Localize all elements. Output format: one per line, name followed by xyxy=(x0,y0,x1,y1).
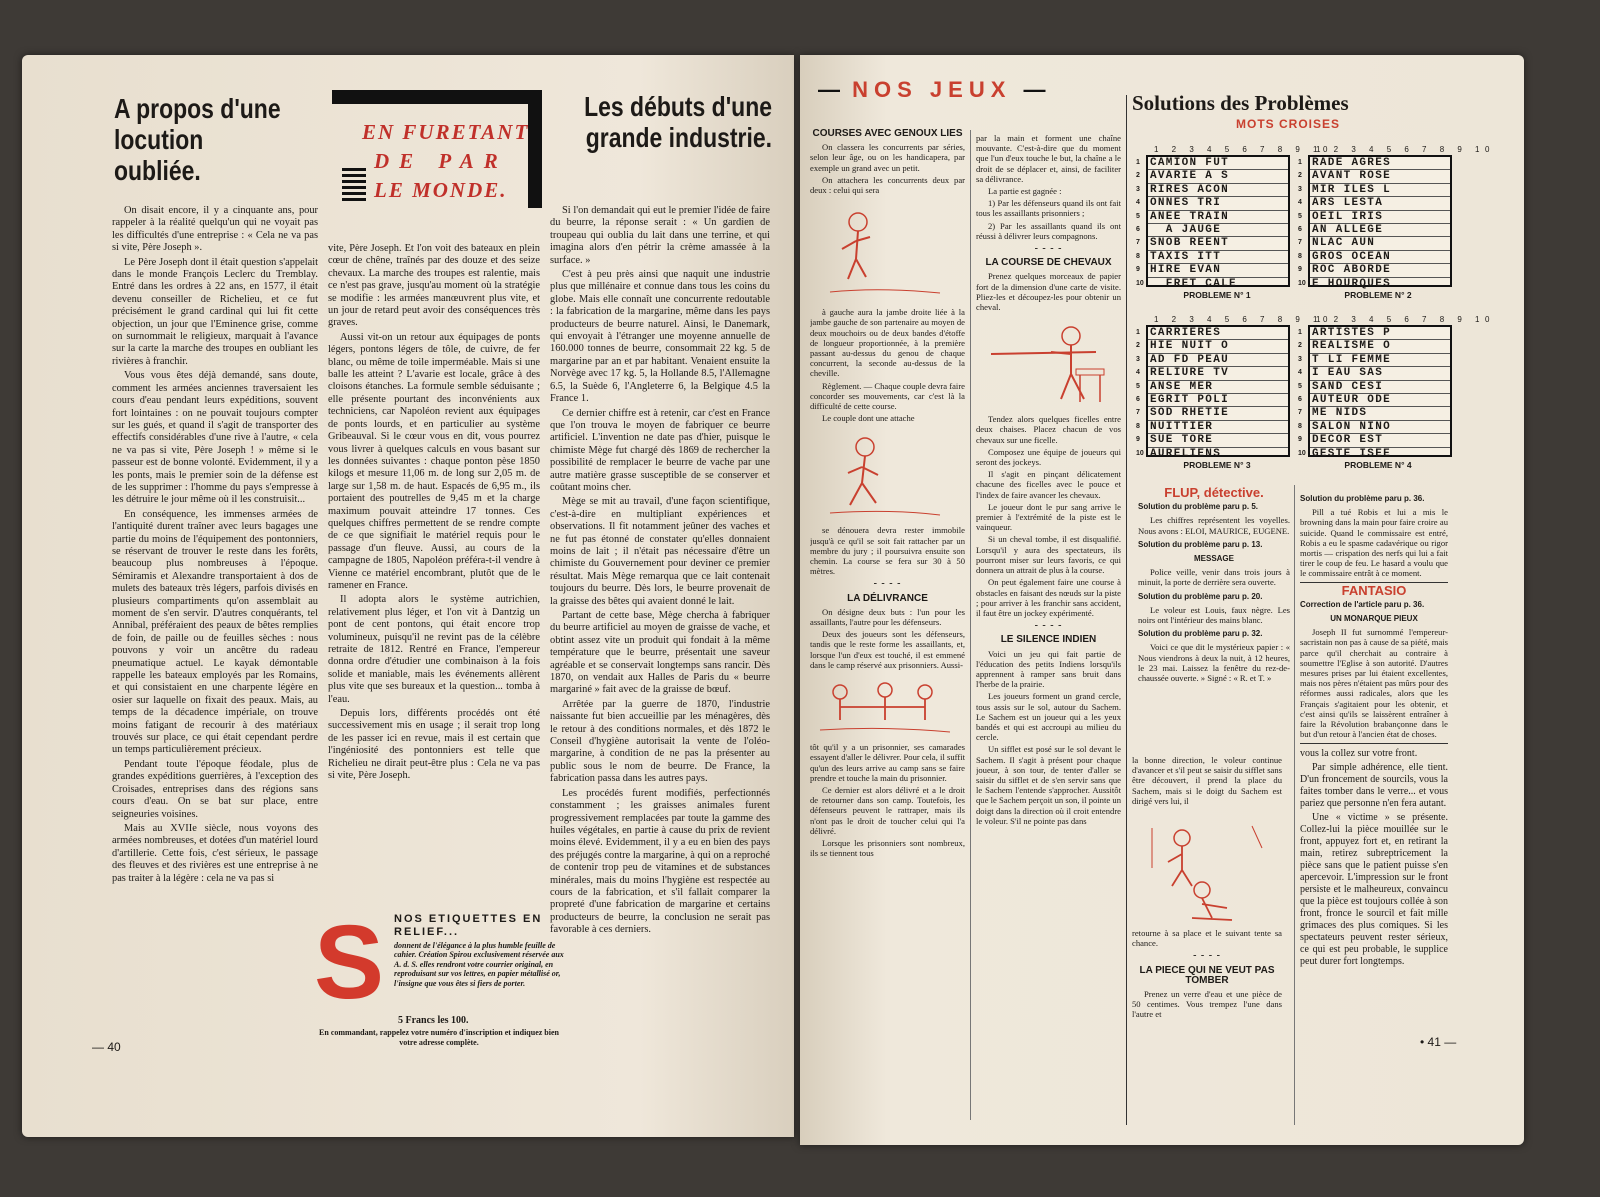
article-industrie-col: Si l'on demandait qui eut le premier l'idée de faire du beurre, la réponse serait : « Un gardien de troupeau qui oublia du lait dans une terrine, et qui imagina alors d'en pétrir la crème amassée à la surface. » C'est à peu près ainsi que naquit une industrie plus que millénaire et connue dans tous les coins du globe. Mais elle connaît une concurrente redoutable : la fabrication de la margarine, même dans les pays producteurs de beurre naturel. Ainsi, le Danemark, qui envoyait à l'étranger une moyenne annuelle de 160.000 tonnes de beurre, consommait 22 kg. 5 de margarine par an et par habitant. Venaient ensuite la Norvège avec 17 kg. 5, la Hollande 8.5, l'Allemagne 6.5, la Suède 6, l'Angleterre 6, la Belgique 4.5 la France 1. Ce dernier chiffre est à retenir, car c'est en France que l'on trouva le moyen de fabriquer ce beurre artificiel. L'invention ne date pas d'hier, puisque le chimiste Mège fut chargé dès 1869 de rechercher la possibilité de remplacer le beurre de vache par une autre matière grasse susceptible de se conserver et coûtant moins cher. Mège se mit au travail, d'une façon scientifique, c'est-à-dire en multipliant expériences et observations. Il fit notamment jeûner des vaches et ne fut pas étonné de constater qu'elles donnaient moins de lait ; il n'était pas nécessaire d'être un chimiste du Gouvernement pour deviner ce premier résultat. Mais Mège remarqua que ce lait contenait toujours du beurre. Dès lors, le beurre provenait de la graisse des bêtes qui avaient donné le lait. Partant de cette base, Mège chercha à fabriquer du beurre artificiel au moyen de graisse de vache, et obtint assez vite un produit qui fondait à la même température que le beurre, présentait une saveur agréable et se conservait longtemps sans rancir. Dès 1870, on vendait aux Halles de Paris du « beurre margariné » fait avec de la graisse de bœuf. Arrêtée par la guerre de 1870, l'industrie naissante fut bien accueillie par les ménagères, dès le retour à des conditions normales, et dès 1872 le Conseil d'hygiène autorisait la vente de l'oléo-margarine, à condition de ne pas la présenter au public sous le nom de beurre. De France, la fabrication passa dans les autres pays. Les procédés furent modifiés, perfectionnés constamment ; les graisses animales furent progressivement remplacées par toute la gamme des huiles végétales, en partie à cause du prix de revient moins élevé. Evidemment, il y a eu en bien des pays des préjugés contre la margarine, à qui on a reproché de contenir trop peu de vitamines et de substances minérales, mais du moins l'hygiène est respectée au cours de la fabrication, et s'il fallait comparer la propreté d'une fabrication de margarine et certains producteurs de beurre, la conclusion ne serait pas favorable à ces derniers. xyxy=(550,205,770,936)
headline-industrie: Les débuts d'une grande industrie. xyxy=(584,91,772,153)
solutions-heading: Solutions des Problèmes xyxy=(1132,91,1349,115)
flup-solutions: FLUP, détective. Solution du problème paru p. 5. Les chiffres représentent les voyelles. Nous avons : ELOI, MAURICE, EUGENE. Solution du problème paru p. 13. MESSAGE Police veille, venir dans trois jours à minuit, la porte de derrière sera ouverte. Solution du problème paru p. 20. Le voleur est Louis, faux nègre. Les noirs ont l'intérieur des mains blanc. Solution du problème paru p. 32. Voici ce que dit le mystérieux papier : « Nous viendrons à deux la nuit, à 12 heures, le 23 mai. Laissez la fenêtre du rez-de-chaussée ouverte. » Signé : « R. et T. » xyxy=(1138,485,1290,684)
section-silence: LE SILENCE INDIEN xyxy=(1000,634,1097,646)
ad-footer: En commandant, rappelez votre numéro d'inscription et indiquez bien votre adresse complète. xyxy=(319,1028,559,1047)
ad-title: NOS ETIQUETTES EN RELIEF... xyxy=(394,913,543,938)
article-locution-col1: On disait encore, il y a cinquante ans, pour rappeler à la réalité quelqu'un qui ne voyait pas les difficultés d'une entreprise : « Cela ne va pas si vite, Père Joseph ». Le Père Joseph dont il était question s'appelait dans le monde François Leclerc du Tremblay. Entré dans les ordres à 22 ans, en 1577, il était devenu conseiller de Richelieu, et ce fut précisément le grand cardinal qui lui fit cette objection, un jour que l'Eminence grise, comme on surnommait le religieux, marquait à l'avance sur la carte la marche des troupes en oubliant les rivières à franchir. Vous vous êtes déjà demandé, sans doute, comment les armées anciennes traversaient les cours d'eau pendant leurs expéditions, souvent fort lointaines : on ne pouvait toujours compter sur les gués, et quand il s'agit de transporter des effectifs considérables d'une rive à l'autre, « cela ne va pas si vite, Père Joseph ! » même si le passeur est de bonne volonté. Evidemment, il y a les ponts, mais le premier soin de la défense est de les supprimer : l'homme du pays s'empresse à les détruire le jour même où il les construisit... En conséquence, les immenses armées de l'antiquité durent traîner avec leurs bagages une partie du moins de l'équipement des pontonniers, se réservant de trouver le reste dans les forêts, beaucoup plus nombreuses à l'époque. Sémiramis et Alexandre transportaient à dos de mulets des bateaux très légers, parfois divisés en plusieurs compartiments qu'on assemblait au moment de s'en servir. D'autres conquérants, tel Annibal, préféraient des peaux de bêtes remplies de foin, de paille ou de feuilles sèches : nous pouvons y voir un ancêtre du radeau pneumatique actuel. Le kayak démontable rappelle les bateaux employés par les Romains, et qui consistaient en une charpente légère en osier sur laquelle on fixait des peaux. Mais, au temps de la décadence impériale, on trouve moins fatigant de recourir à des matériaux trouvés sur place, ce qui était cependant perdre un temps particulièrement précieux. Pendant toute l'époque féodale, plus de grandes expéditions guerrières, à l'exception des Croisades, entreprises dans des régions sans cours d'eau. On se bat sur place, entre seigneuries voisines. Mais au XVIIe siècle, nous voyons des armées nombreuses, et dotées d'un matériel lourd d'artillerie. Cette fois, c'est sérieux, le passage des fleuves et des rivières est une entreprise à ne pas traiter à la légère : cela ne va pas si xyxy=(112,205,318,884)
crossword-grid-2: 1 2 3 4 5 6 7 8 9 10 1 RADE AGRES 2 AVANT ROSE 3 MIR ILES L 4 ARS LESTA 5 OEIL IRIS 6 AN ALLEGE 7 NLAC AUN 8 GROS OCEAN 9 ROC ABORDE 10 E HOURQUES xyxy=(1298,145,1495,290)
right-page xyxy=(800,55,1524,1145)
box-title-text: EN FURETANT DE PAR LE MONDE. xyxy=(362,120,530,202)
left-page xyxy=(22,55,794,1137)
crossword-grid-3: 1 2 3 4 5 6 7 8 9 10 1 CARRIERES 2 HIE NUIT O 3 AD FD PEAU 4 RELIURE TV 5 ANSE MER 6 EGRIT POLI 7 SOD RHETIE 8 NUITTIER 9 SUE TORE 10 AURELIENS xyxy=(1136,315,1333,460)
mots-croises-heading: MOTS CROISES xyxy=(1236,117,1341,131)
jeux-col1: COURSES AVEC GENOUX LIES On classera les concurrents par séries, selon leur âge, ou on les handicapera, par exemple un grand avec un petit. On attachera les concurrents deux par deux : celui qui sera à gauche aura la jambe droite liée à la jambe gauche de son partenaire au moyen de deux mouchoirs ou de deux bandes d'étoffe de longueur proportionnée, à la première passant au-dessus du genou de chaque concurrent, la seconde au-dessus de la cheville. Règlement. — Chaque couple devra faire concorder ses mouvements, car c'est là la difficulté de cette course. Le couple dont une attache se dénouera devra rester immobile jusqu'à ce qu'il se soit fait rattacher par un membre du jury ; il poursuivra ensuite son chemin. La course se fera sur 30 à 50 mètres. - - - - LA DÉLIVRANCE On désigne deux buts : l'un pour les assaillants, l'autre pour les défenseurs. Deux des joueurs sont les défenseurs, tandis que le reste forme les assaillants, et, lorsque l'un d'eux est touché, il est emmené dans le camp réservé aux prisonniers. Aussi- tôt qu'il y a un prisonnier, ses camarades essayent d'aller le délivrer. Pour cela, il suffit qu'un des leurs arrive au camp sans se faire prendre et touche la main du prisonnier. Ce dernier est alors délivré et a le droit de retourner dans son camp. Toutefois, les défenseurs peuvent le rattraper, mais ils n'ont pas le droit de toucher celui qui l'a délivré. Lorsque les prisonniers sont nombreux, ils se tiennent tous xyxy=(810,128,965,859)
illustration-delivrance xyxy=(810,672,965,742)
ad-body: donnent de l'élégance à la plus humble feuille de cahier. Création Spirou exclusivement réservée aux A. d. S. elles rendront votre courrier original, en reproduisant sur vos lettres, en papier métallisé or, l'insigne que vous êtes si fiers de porter. xyxy=(394,941,564,988)
section-courses: COURSES AVEC GENOUX LIES xyxy=(812,128,963,139)
column-divider xyxy=(1126,95,1127,1125)
ad-big-letter: S xyxy=(314,904,385,1021)
grid-label-2: PROBLEME N° 2 xyxy=(1344,290,1412,300)
grid-label-1: PROBLEME N° 1 xyxy=(1183,290,1251,300)
column-divider-2 xyxy=(970,130,971,1120)
article-locution-col2: vite, Père Joseph. Et l'on voit des bateaux en plein cœur de chêne, traînés par des douze et des seize chevaux. La marche des troupes est ralentie, mais ce n'est pas grave, jusqu'au moment où la stratégie se modifie : les armées manœuvrent plus vite, et un jour de retard peut avoir des conséquences très graves. Aussi vit-on un retour aux équipages de ponts légers, pontons légers de tôle, de cuivre, de fer blanc, ou même de toile imperméable. Mais si une balle les atteint ? L'avarie est locale, grâce à des cloisons étanches. La formule semble séduisante ; elle présente pourtant des inconvénients aux techniciens, car Napoléon revient aux équipages de ponts lourds, et en particulier au système Gribeauval. Si le cœur vous en dit, vous pourrez vous livrer à quelques calculs en vous basant sur les données suivantes : chaque ponton pèse 1850 kilogs et mesure 11,06 m. de long sur 2,05 m. de large sur 1,58 m. de haut. Espacés de 6,95 m., ils portaient des poutrelles de 9,45 m et la charge maximum pouvait atteindre 17 tonnes. Ces quelques chiffres permettent de se rendre compte de ce que signifiait le matériel requis pour le passage d'un fleuve. Aussi, au cours de la campagne de 1805, Napoléon préféra-t-il vendre à Vienne ce matériel encombrant, plutôt que de le ramener en France. Il adopta alors le système autrichien, relativement plus léger, et l'on vit à Dantzig un pont de cent pontons, qui était encore trop volumineux, puisqu'il ne revint pas de la célèbre retraite de 1812. Rentré en France, l'empereur donna ordre d'étudier une combinaison à la fois solide et maniable, mais les événements allèrent plus vite que ses bureaux et la question... tomba à l'eau. Depuis lors, différents procédés ont été successivement mis en usage ; il serait trop long de les passer ici en revue, mais il est certain que l'ingéniosité des pontonniers est telle que Richelieu ne dirait peut-être plus : Cela ne va pas si vite, Père Joseph. xyxy=(328,243,540,782)
illustration-couple xyxy=(810,425,965,525)
crossword-grid-4: 1 2 3 4 5 6 7 8 9 10 1 ARTISTES P 2 REALISME O 3 T LI FEMME 4 I EAU SAS 5 SAND CESI 6 AUTEUR ODE 7 ME NIDS 8 SALON NINO 9 DECOR EST 10 GESTE ISEE xyxy=(1298,315,1495,460)
ad-etiquettes xyxy=(314,903,564,1058)
ad-price: 5 Francs les 100. xyxy=(398,1015,469,1026)
section-piece: LA PIECE QUI NE VEUT PAS TOMBER xyxy=(1139,964,1275,986)
magazine-spread xyxy=(22,55,1524,1150)
column-divider-3 xyxy=(1294,485,1295,1125)
flup-heading: FLUP, détective. xyxy=(1164,485,1264,500)
page-number-right: • 41 — xyxy=(1420,1035,1457,1049)
jeux-col2: par la main et forment une chaîne mouvante. C'est-à-dire que du moment que l'un d'eux touche le but, la chaîne a le droit de se déplacer et, ainsi, de faciliter sa délivrance. La partie est gagnée : 1) Par les défenseurs quand ils ont fait tous les assaillants prisonniers ; 2) Par les assaillants quand ils ont réussi à délivrer leurs compagnons. - - - - LA COURSE DE CHEVAUX Prenez quelques morceaux de papier fort de la dimension d'une carte de visite. Pliez-les et découpez-les pour obtenir un cheval. Tendez alors quelques ficelles entre deux chaises. Placez chacun de vos chevaux sur une ficelle. Composez une équipe de joueurs qui seront des jockeys. Il s'agit en pinçant délicatement chacune des ficelles avec le pouce et l'index de faire avancer les chevaux. Le joueur dont le pur sang arrive le premier à l'extrémité de la piste est le vainqueur. Si un cheval tombe, il est disqualifié. Lorsqu'il y aura des spectateurs, ils pourront miser sur leurs favoris, ce qui donnera un attrait de plus à la course. On peut également faire une course à obstacles en faisant des nœuds sur la piste ; pour arriver à les franchir sans accident, il faut être un jockey expérimenté. - - - - LE SILENCE INDIEN Voici un jeu qui fait partie de l'éducation des petits Indiens lorsqu'ils apprennent à ramper sans bruit dans l'herbe de la prairie. Les joueurs forment un grand cercle, tous assis sur le sol, autour du Sachem. Le Sachem est un joueur qui a les yeux bandés et qui est accroupi au milieu du cercle. Un sifflet est posé sur le sol devant le Sachem. Il s'agit à présent pour chaque joueur, à son tour, de tenter d'aller se saisir du sifflet et de s'en servir sans que le Sachem l'entende s'approcher. Aussitôt que le Sachem perçoit un son, il pointe un doigt dans la direction où il croit entendre le voleur. S'il ne pointe pas dans xyxy=(976,133,1121,826)
grid-label-3: PROBLEME N° 3 xyxy=(1183,460,1251,470)
fantasio-heading: FANTASIO xyxy=(1341,582,1407,598)
illustration-chevaux xyxy=(976,314,1121,414)
illustration-course-genoux xyxy=(810,197,965,307)
section-delivrance: LA DÉLIVRANCE xyxy=(847,592,928,604)
fantasio-column: Solution du problème paru p. 36. Pill a tué Robis et lui a mis le browning dans la main pour faire croire au suicide. Quand le commissaire est entré, Robis a eu le spasme cadavérique ou rigor mortis — crispation des nerfs qui lui a fait tirer le coup de feu. Le hasard a voulu que le commissaire entrât à ce moment. FANTASIO Correction de l'article paru p. 36. UN MONARQUE PIEUX Joseph II fut surnommé l'empereur-sacristain non pas à cause de sa piété, mais parce qu'il cherchait au contraire à soumettre l'Eglise à son autorité. D'autres mesures prises par lui étaient excellentes, mais nos pères n'étaient pas mûrs pour des réformes aussi radicales, alors que les Français s'agitaient pour les obtenir, et c'est ainsi qu'ils se laissèrent entraîner à faire la Révolution brabançonne dans le but d'un retour à l'ancien état de choses. vous la collez sur votre front. Par simple adhérence, elle tient. D'un froncement de sourcils, vous la faites tomber dans le verre... et vous pariez que personne n'en fera autant. Une « victime » se présente. Collez-lui la pièce mouillée sur le front, appuyez fort et, en retirant la main, retirez subreptricement la pièce sans que le patient puisse s'en apercevoir. L'impression sur le front persiste et le malheureux, convaincu que la pièce est toujours collée à son front, fronce le sourcil et fait mille grimaces des plus comiques. Si les spectateurs peuvent rester sérieux, ce qui est peu probable, le supplice peut durer fort longtemps. xyxy=(1300,494,1448,968)
box-title-furetant xyxy=(332,90,552,208)
illustration-sachem xyxy=(1132,808,1282,928)
section-chevaux: LA COURSE DE CHEVAUX xyxy=(985,257,1112,269)
grid-label-4: PROBLEME N° 4 xyxy=(1344,460,1412,470)
headline-locution: A propos d'une locution oubliée. xyxy=(114,93,281,186)
page-number-left: — 40 xyxy=(92,1040,121,1054)
nos-jeux-heading: — NOS JEUX — xyxy=(818,77,1046,102)
crossword-grid-1: 1 2 3 4 5 6 7 8 9 10 1 CAMION FUT 2 AVARIE A S 3 RIRES ACON 4 ONNES TRI 5 ANEE TRAIN 6 A JAUGE 7 SNOB REENT 8 TAXIS ITT 9 HIRE EVAN 10 FRET CALE xyxy=(1136,145,1333,290)
jeux-col3: la bonne direction, le voleur continue d'avancer et s'il peut se saisir du sifflet sans être découvert, il prend la place du Sachem, mais si le doigt du Sachem est dirigé vers lui, il retourne à sa place et le suivant tente sa chance. - - - - LA PIECE QUI NE VEUT PAS TOMBER Prenez un verre d'eau et une pièce de 50 centimes. Vous trempez l'une dans l'autre et xyxy=(1132,755,1282,1020)
